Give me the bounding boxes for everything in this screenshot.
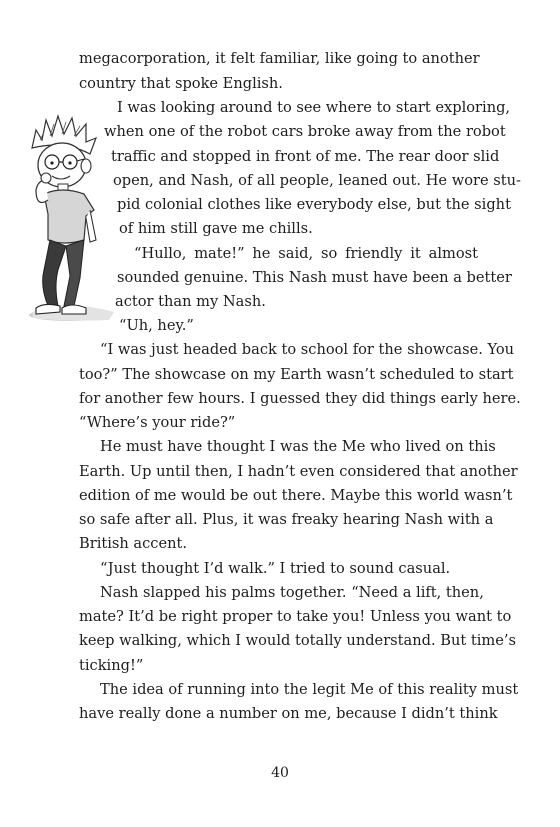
text-line: country that spoke English.	[79, 75, 283, 92]
text-line: keep walking, which I would totally understand. But time’s	[79, 632, 517, 649]
text-line: He must have thought I was the Me who lived on this	[100, 438, 496, 455]
text-line: traffic and stopped in front of me. The rear door slid	[111, 148, 500, 165]
page-number: 40	[271, 765, 289, 781]
text-line: Nash slapped his palms together. “Need a lift, then,	[100, 584, 484, 601]
text-line: sounded genuine. This Nash must have been a better	[117, 269, 512, 286]
text-line: “I was just headed back to school for the showcase. You	[100, 341, 515, 358]
text-line: too?” The showcase on my Earth wasn’t scheduled to start	[79, 366, 514, 383]
text-line: megacorporation, it felt familiar, like going to another	[79, 50, 480, 67]
text-line: “Just thought I’d walk.” I tried to sound casual.	[100, 560, 451, 577]
text-line: ticking!”	[79, 657, 144, 674]
text-line: The idea of running into the legit Me of this reality must	[100, 681, 519, 698]
text-line: for another few hours. I guessed they did things early here.	[79, 390, 521, 407]
text-line: “Uh, hey.”	[119, 317, 194, 334]
text-line: British accent.	[79, 535, 188, 552]
text-line: have really done a number on me, because I didn’t think	[79, 705, 498, 722]
text-line: edition of me would be out there. Maybe this world wasn’t	[79, 487, 513, 504]
text-line: “Hullo, mate!” he said, so friendly it almost	[134, 245, 478, 262]
text-line: pid colonial clothes like everybody else, but the sight	[117, 196, 511, 213]
text-line: so safe after all. Plus, it was freaky hearing Nash with a	[79, 511, 494, 528]
text-line: actor than my Nash.	[115, 293, 266, 310]
text-line: open, and Nash, of all people, leaned out. He wore stu-	[113, 172, 521, 189]
text-line: when one of the robot cars broke away from the robot	[104, 123, 506, 140]
text-line: “Where’s your ride?”	[79, 414, 236, 431]
text-line: Earth. Up until then, I hadn’t even considered that another	[79, 463, 518, 480]
text-line: of him still gave me chills.	[119, 220, 313, 237]
text-line: mate? It’d be right proper to take you! Unless you want to	[79, 608, 512, 625]
text-line: I was looking around to see where to start exploring,	[117, 99, 511, 116]
